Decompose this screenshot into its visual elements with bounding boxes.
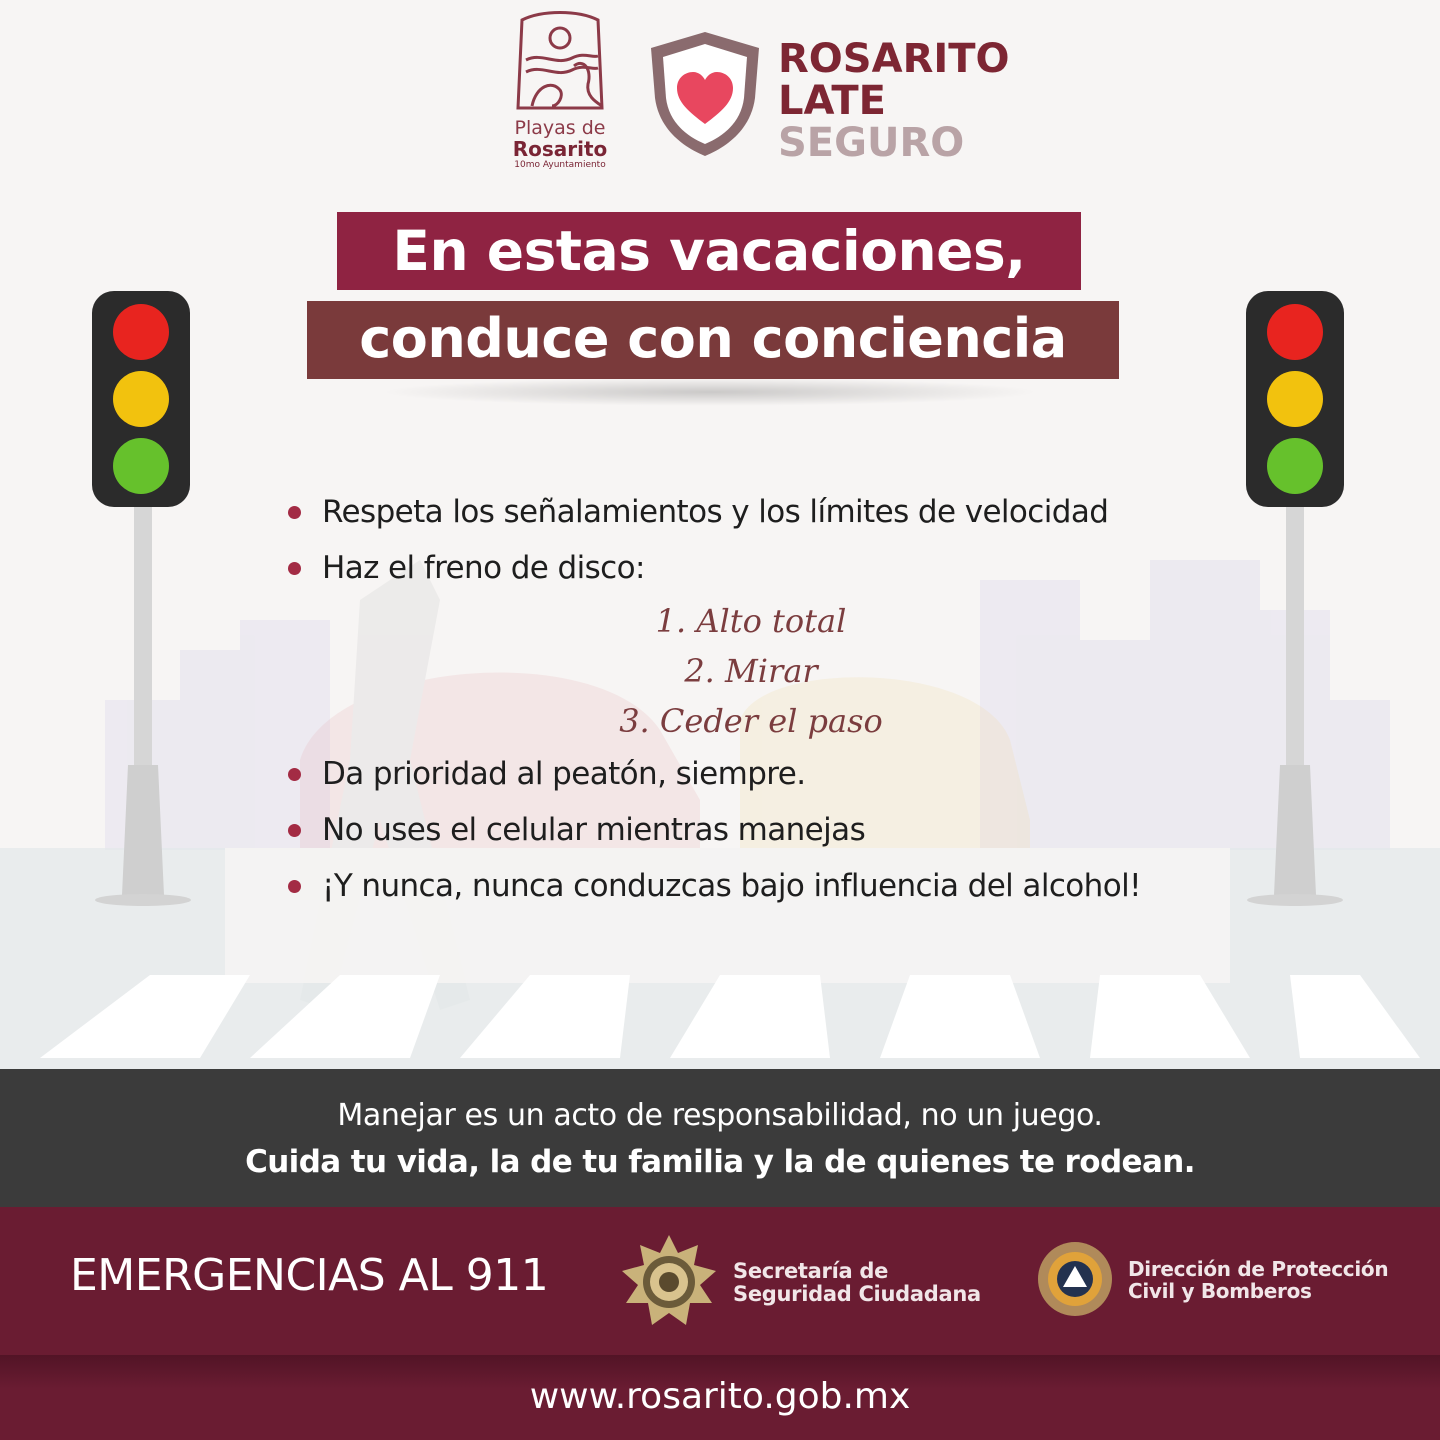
title-line1: En estas vacaciones, xyxy=(337,212,1081,290)
website-url: www.rosarito.gob.mx xyxy=(529,1376,911,1417)
title-line2: conduce con conciencia xyxy=(307,301,1119,379)
disc-brake-steps xyxy=(286,596,1216,746)
step-item: 2. Mirar xyxy=(684,652,818,690)
slogan-band xyxy=(0,1069,1440,1207)
title-shadow xyxy=(380,378,1040,406)
ssc-label xyxy=(733,1260,981,1306)
civil-protection-label xyxy=(1128,1258,1388,1302)
ssc-label-line2: Seguridad Ciudadana xyxy=(733,1282,981,1306)
brand-line3: SEGURO xyxy=(778,120,965,166)
step-item: 3. Ceder el paso xyxy=(619,702,883,740)
brand-line2: LATE xyxy=(778,78,886,124)
municipal-logo-line3: 10mo Ayuntamiento xyxy=(514,160,606,170)
municipal-logo-line2: Rosarito xyxy=(512,137,608,161)
slogan-line2: Cuida tu vida, la de tu familia y la de quienes te rodean. xyxy=(245,1144,1195,1180)
list-item: Respeta los señalamientos y los límites de velocidad xyxy=(286,484,1266,540)
step-item: 1. Alto total xyxy=(655,602,847,640)
ssc-badge-icon xyxy=(620,1233,718,1331)
emergency-number: EMERGENCIAS AL 911 xyxy=(70,1250,549,1301)
ssc-label-line1: Secretaría de xyxy=(733,1259,889,1283)
list-item: No uses el celular mientras manejas xyxy=(286,802,1266,858)
shield-heart-icon xyxy=(645,28,765,158)
municipal-logo xyxy=(500,8,620,178)
municipal-logo-line1: Playas de xyxy=(514,117,606,139)
civil-protection-label-line1: Dirección de Protección xyxy=(1128,1257,1389,1281)
slogan-line1: Manejar es un acto de responsabilidad, no un juego. xyxy=(337,1098,1103,1133)
civil-protection-label-line2: Civil y Bomberos xyxy=(1128,1279,1312,1303)
brand-line1: ROSARITO xyxy=(778,36,1010,82)
list-item: ¡Y nunca, nunca conduzcas bajo influencia del alcohol! xyxy=(286,858,1162,914)
civil-protection-badge-icon xyxy=(1036,1240,1114,1318)
tips-list xyxy=(286,484,1266,914)
municipal-crest-icon xyxy=(512,8,608,116)
brand-wordmark xyxy=(778,38,1010,164)
list-item: Da prioridad al peatón, siempre. xyxy=(286,746,1266,802)
list-item: Haz el freno de disco: xyxy=(286,540,1266,596)
